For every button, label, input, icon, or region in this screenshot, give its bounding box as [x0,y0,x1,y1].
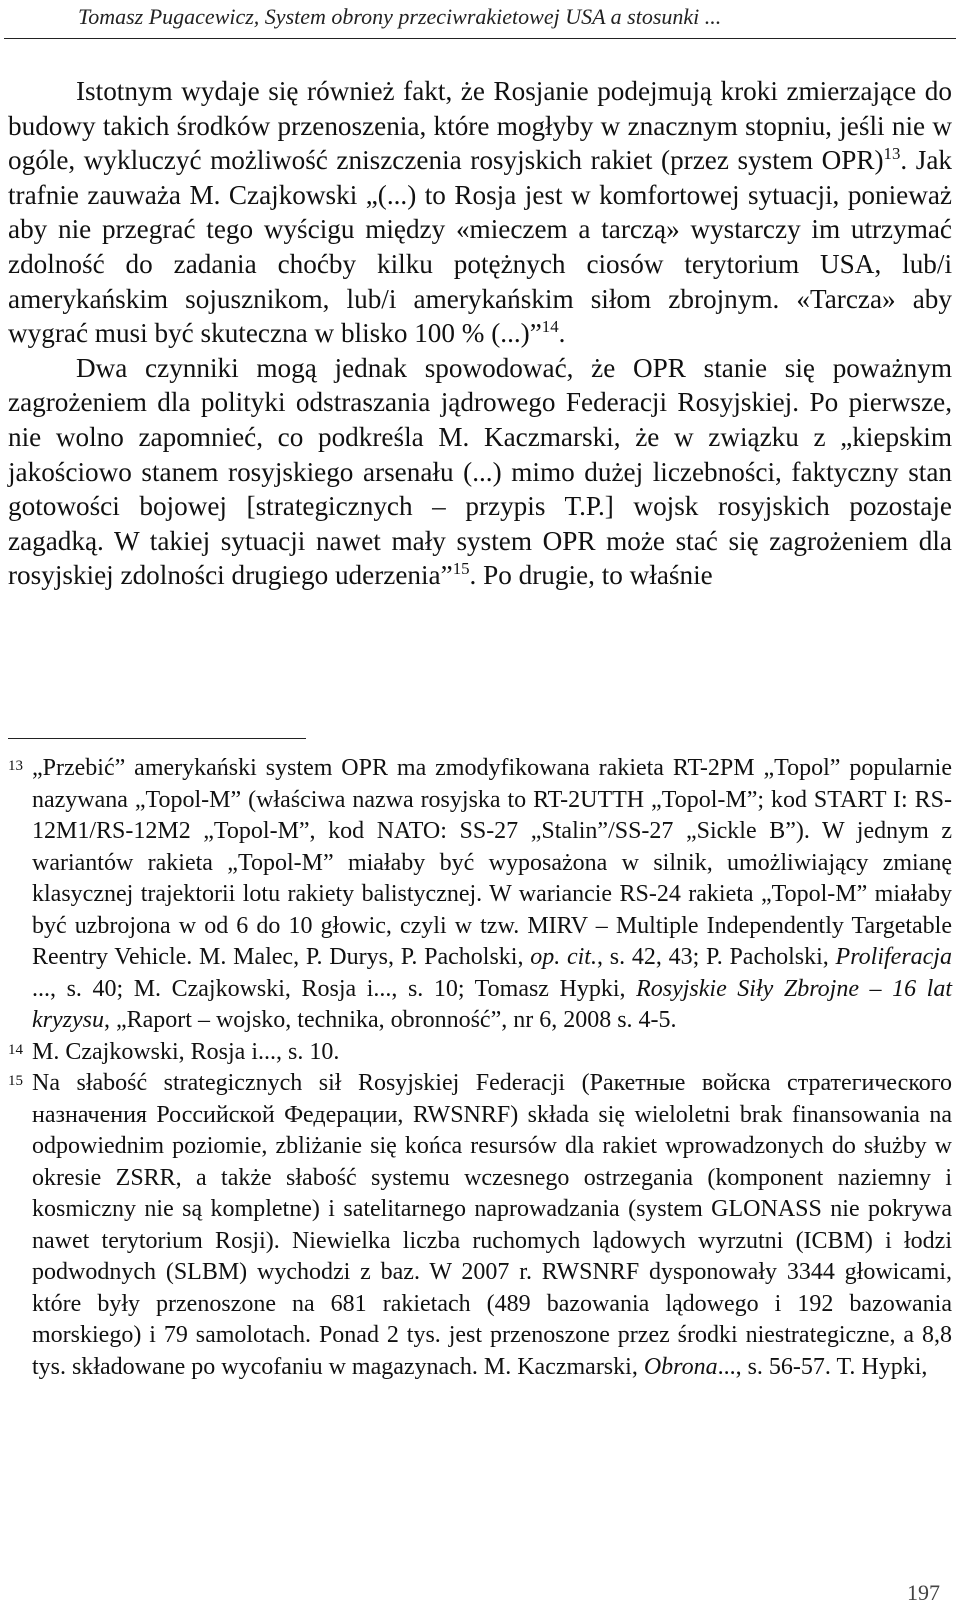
footnote-italic: Obrona [643,1353,718,1380]
paragraph-text: . Jak trafnie zauważa M. Czajkowski „(...) to Rosja jest w komfortowej sytuacji, ponieważ aby nie przegrać tego wyścigu między «mieczem a tarczą» wystarczy im utrzymać zdolność do zadania choćby kilku potężnych ciosów terytorium USA, lub/i amerykańskim sojusznikom, lub/i amerykańskim siłom zbrojnym. «Tarcza» aby wygrać musi być skuteczna w blisko 100 % (...)” [8,145,952,349]
footnote-italic: Proliferacja [835,944,952,970]
footnote-number: 15 [8,1073,23,1089]
footnote-text: M. Czajkowski, Rosja i..., s. 10. [32,1038,340,1065]
footnotes [8,753,952,1383]
paragraph-text: . [558,318,566,349]
paragraph-text: Istotnym wydaje się również fakt, że Rosjanie podejmują kroki zmierzające do budowy takich środków przenoszenia, które mogłyby w znacznym stopniu, jeśli nie w ogóle, wykluczyć możliwość zniszczenia rosyjskich rakiet (przez system OPR) [8,76,952,176]
footnote-text: ..., s. 56-57. T. Hypki, [717,1353,928,1380]
header-divider [4,38,956,39]
footnote-text: , s. 42, 43; P. Pacholski, [596,944,836,970]
footnote-text: , „Raport – wojsko, technika, obronność”, nr 6, 2008 s. 4-5. [103,1007,677,1033]
footnote-ref-13[interactable]: 13 [883,144,901,164]
footnote-ref-14[interactable]: 14 [541,317,559,337]
footnote-number: 14 [8,1041,23,1058]
footnote-italic: Rosyjskie Siły Zbrojne – 16 lat kryzysu [32,975,953,1033]
footnote-text: „Przebić” amerykański system OPR ma zmodyfikowana rakieta RT-2PM „Topol” popularnie nazywana „Topol-M” (właściwa nazwa rosyjska to RT-2UTTH „Topol-M”; kod START I: RS-12M1/RS-12M2 „Topol-M”, kod NATO: SS-27 „Stalin”/SS-27 „Sickle B”). W jednym z wariantów rakieta „Topol-M” miałaby być wyposażona w silnik, umożliwiający zmianę klasycznej trajektorii lotu rakiety balistycznej. W wariancie RS-24 rakieta „Topol-M” miałaby być uzbrojona w od 6 do 10 głowic, czyli w tzw. MIRV – Multiple Independently Targetable Reentry Vehicle. M. Malec, P. Durys, P. Pacholski, [32,755,952,970]
footnote-text: Na słabość strategicznych sił Rosyjskiej Federacji (Ракетные войска стратегического назначения Российской Федерации, RWSNRF) składa się wieloletni brak finansowania na odpowiednim poziomie, zbliżanie się końca resursów dla rakiet wprowadzonych do służby w okresie ZSRR, a także słabość systemu wczesnego ostrzegania (komponent naziemny i kosmiczny nie są kompletne) i satelitarnego naprowadzania (system GLONASS nie pokrywa nawet terytorium Rosji). Niewielka liczba ruchomych lądowych wyrzutni (ICBM) i łodzi podwodnych (SLBM) wychodzi z baz. W 2007 r. RWSNRF dysponowały 3344 głowicami, które były przenoszone na 681 rakietach (489 bazowania lądowego i 192 bazowania morskiego) i 79 samolotach. Ponad 2 tys. jest przenoszone przez środki niestrategiczne, a 8,8 tys. składowane po wycofaniu w magazynach. M. Kaczmarski, [32,1070,952,1380]
footnote-number: 13 [8,758,23,774]
paragraph-text: Dwa czynniki mogą jednak spowodować, że OPR stanie się poważnym zagrożeniem dla polityki odstraszania jądrowego Federacji Rosyjskiej. Po pierwsze, nie wolno zapomnieć, co podkreśla M. Kaczmarski, że w związku z „kiepskim jakościowo stanem rosyjskiego arsenału (...) mimo dużej liczebności, faktyczny stan gotowości bojowej [strategicznych – przypis T.P.] wojsk rosyjskich pozostaje zagadką. W takiej sytuacji nawet mały system OPR może stać się zagrożeniem dla rosyjskiej zdolności drugiego uderzenia” [8,352,952,591]
footnote-15 [8,1068,952,1383]
footnote-ref-15[interactable]: 15 [452,559,470,579]
paragraph-text: . Po drugie, to właśnie [469,560,713,591]
footnote-13 [8,753,952,1037]
footnote-divider [8,738,306,739]
running-header: Tomasz Pugacewicz, System obrony przeciwrakietowej USA a stosunki ... [78,4,722,29]
page-number: 197 [907,1580,940,1605]
main-text [8,74,952,593]
footnote-text: ..., s. 40; M. Czajkowski, Rosja i..., s. 10; Tomasz Hypki, [32,975,637,1002]
footnote-italic: op. cit. [530,944,597,970]
paragraph-2 [8,351,952,593]
footnote-14 [8,1037,952,1069]
paragraph-1 [8,74,952,351]
